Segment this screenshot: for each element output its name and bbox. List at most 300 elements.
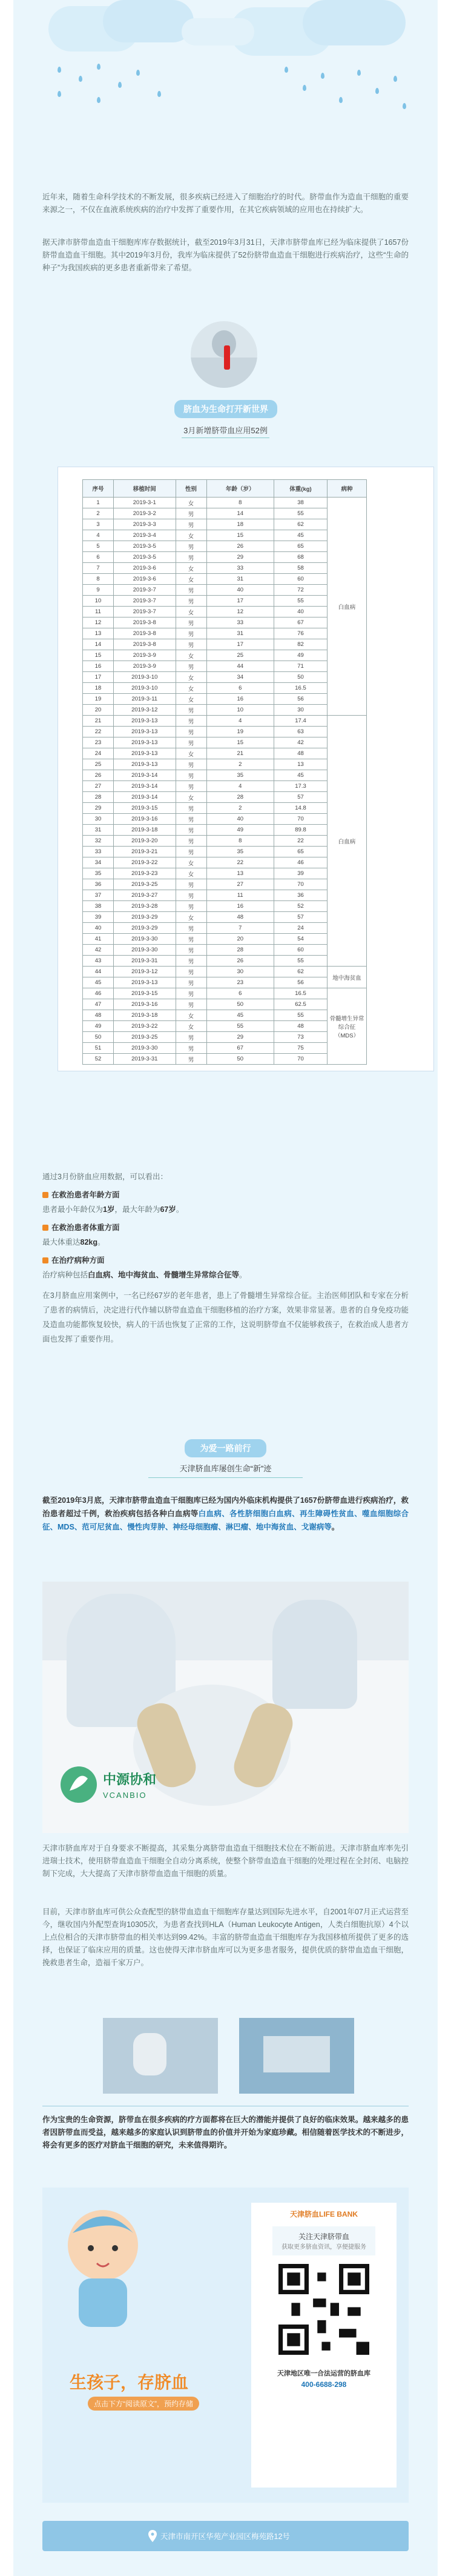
table-row: [83, 530, 367, 541]
table-cell: 14.8: [274, 803, 328, 814]
table-cell: 男: [176, 825, 206, 836]
table-cell: 2019-3-11: [113, 694, 176, 705]
table-row: [83, 748, 367, 759]
baby-banner: [42, 2188, 409, 2503]
table-cell: 9: [83, 585, 114, 596]
table-cell: 65: [274, 541, 328, 552]
table-cell: 73: [274, 1032, 328, 1043]
table-cell: 2019-3-10: [113, 672, 176, 683]
table-cell: 15: [206, 530, 274, 541]
table-cell: 48: [274, 748, 328, 759]
table-cell: 2019-3-30: [113, 934, 176, 945]
table-cell: 39: [274, 868, 328, 879]
qr-phone[interactable]: 400-6688-298: [301, 2380, 347, 2389]
qr-code-icon[interactable]: [278, 2264, 369, 2355]
table-cell: 男: [176, 836, 206, 847]
table-cell: 34: [206, 672, 274, 683]
stats-weight-heading: 在救治患者体重方面: [51, 1223, 120, 1232]
table-cell: 16: [206, 901, 274, 912]
table-cell: 48: [83, 1010, 114, 1021]
table-cell: 12: [83, 617, 114, 628]
table-cell: 24: [83, 748, 114, 759]
table-cell: 男: [176, 737, 206, 748]
table-cell: 8: [206, 836, 274, 847]
table-cell: 45: [274, 530, 328, 541]
table-cell: 68: [274, 552, 328, 563]
table-cell: 女: [176, 694, 206, 705]
table-cell: 2019-3-13: [113, 759, 176, 770]
table-cell: 女: [176, 650, 206, 661]
table-cell: 12: [206, 607, 274, 617]
table-cell: 2019-3-15: [113, 803, 176, 814]
disease-cell: 白血病: [328, 498, 367, 716]
table-cell: 25: [83, 759, 114, 770]
table-body: [83, 498, 367, 1065]
table-cell: 31: [206, 628, 274, 639]
table-cell: 70: [274, 814, 328, 825]
table-cell: 2019-3-15: [113, 988, 176, 999]
table-cell: 2019-3-31: [113, 1054, 176, 1065]
table-cell: 40: [274, 607, 328, 617]
table-cell: 22: [274, 836, 328, 847]
brand-label: 天津脐血LIFE BANK: [290, 2210, 358, 2218]
table-header-row: [83, 480, 367, 498]
table-cell: 55: [274, 956, 328, 967]
table-cell: 27: [83, 781, 114, 792]
table-cell: 4: [206, 781, 274, 792]
table-cell: 2019-3-13: [113, 748, 176, 759]
table-cell: 女: [176, 857, 206, 868]
intro-paragraph-1: 近年来，随着生命科学技术的不断发展，很多疾病已经进入了细胞治疗的时代。脐带血作为造血干细胞的重要来源之一，不仅在血液系统疾病的治疗中发挥了重要作用，在其它疾病领域的应用也在持续扩大。: [42, 193, 409, 214]
table-cell: 44: [206, 661, 274, 672]
table-cell: 男: [176, 596, 206, 607]
logo-en: VCANBIO: [103, 1791, 147, 1800]
table-row: [83, 1010, 367, 1021]
table-cell: 2019-3-31: [113, 956, 176, 967]
orange-marker-icon: [42, 1257, 48, 1263]
table-cell: 男: [176, 1054, 206, 1065]
table-cell: 2019-3-28: [113, 901, 176, 912]
table-cell: 2019-3-16: [113, 814, 176, 825]
table-cell: 55: [274, 596, 328, 607]
table-cell: 男: [176, 585, 206, 596]
table-cell: 男: [176, 945, 206, 956]
table-cell: 42: [274, 737, 328, 748]
table-cell: 40: [206, 814, 274, 825]
table-row: [83, 552, 367, 563]
table-cell: 16: [206, 694, 274, 705]
stats-weight-text: 最大体重达82kg。: [42, 1238, 105, 1246]
table-cell: 女: [176, 530, 206, 541]
location-pin-icon: [148, 2530, 157, 2542]
table-cell: 22: [206, 857, 274, 868]
table-cell: 20: [206, 934, 274, 945]
table-cell: 62.5: [274, 999, 328, 1010]
table-cell: 2019-3-27: [113, 890, 176, 901]
table-cell: 女: [176, 1021, 206, 1032]
table-cell: 26: [206, 956, 274, 967]
table-cell: 24: [274, 923, 328, 934]
table-cell: 50: [206, 1054, 274, 1065]
table-cell: 39: [83, 912, 114, 923]
stats-age-heading: 在救治患者年龄方面: [51, 1191, 120, 1199]
table-cell: 13: [206, 868, 274, 879]
table-cell: 男: [176, 890, 206, 901]
table-cell: 40: [83, 923, 114, 934]
table-cell: 2: [83, 508, 114, 519]
table-cell: 2019-3-22: [113, 857, 176, 868]
table-cell: 2019-3-1: [113, 498, 176, 508]
table-cell: 34: [83, 857, 114, 868]
table-cell: 2019-3-30: [113, 1043, 176, 1054]
table-cell: 17.3: [274, 781, 328, 792]
table-cell: 54: [274, 934, 328, 945]
table-cell: 2019-3-13: [113, 716, 176, 727]
table-row: [83, 508, 367, 519]
table-cell: 男: [176, 639, 206, 650]
table-cell: 女: [176, 607, 206, 617]
table-cell: 18: [83, 683, 114, 694]
table-cell: 31: [83, 825, 114, 836]
section-pill-life: 脐血为生命打开新世界: [174, 400, 277, 418]
table-cell: 21: [83, 716, 114, 727]
table-cell: 67: [206, 1043, 274, 1054]
table-row: [83, 825, 367, 836]
table-cell: 男: [176, 988, 206, 999]
table-row: [83, 857, 367, 868]
table-row: [83, 781, 367, 792]
table-cell: 11: [206, 890, 274, 901]
table-cell: 17: [83, 672, 114, 683]
table-cell: 35: [83, 868, 114, 879]
table-cell: 49: [206, 825, 274, 836]
table-row: [83, 617, 367, 628]
table-cell: 16.5: [274, 683, 328, 694]
table-row: [83, 1021, 367, 1032]
table-cell: 女: [176, 748, 206, 759]
table-cell: 76: [274, 628, 328, 639]
table-row: [83, 650, 367, 661]
table-cell: 6: [206, 988, 274, 999]
table-cell: 2019-3-12: [113, 967, 176, 977]
application-table: [82, 479, 367, 1065]
logo-cn: 中源协和: [103, 1772, 157, 1787]
table-cell: 45: [274, 770, 328, 781]
section-subtitle-underline: [182, 424, 269, 438]
table-cell: 89.8: [274, 825, 328, 836]
table-row: [83, 737, 367, 748]
table-cell: 女: [176, 912, 206, 923]
table-cell: 37: [83, 890, 114, 901]
table-cell: 45: [83, 977, 114, 988]
table-cell: 38: [274, 498, 328, 508]
table-cell: 2019-3-8: [113, 639, 176, 650]
table-cell: 23: [83, 737, 114, 748]
table-cell: 男: [176, 628, 206, 639]
table-row: [83, 868, 367, 879]
table-row: [83, 999, 367, 1010]
table-cell: 35: [206, 847, 274, 857]
table-cell: 26: [206, 541, 274, 552]
table-cell: 男: [176, 519, 206, 530]
table-cell: 18: [206, 519, 274, 530]
table-row: [83, 814, 367, 825]
table-row: [83, 934, 367, 945]
table-header-cell: 病种: [328, 480, 367, 498]
table-row: [83, 912, 367, 923]
table-cell: 51: [83, 1043, 114, 1054]
table-row: [83, 956, 367, 967]
table-row: [83, 901, 367, 912]
stats-lead: 通过3月份脐血应用数据，可以看出：: [42, 1173, 168, 1181]
table-cell: 2019-3-13: [113, 977, 176, 988]
table-cell: 29: [206, 1032, 274, 1043]
table-cell: 男: [176, 716, 206, 727]
table-cell: 2019-3-22: [113, 1021, 176, 1032]
table-cell: 2019-3-7: [113, 596, 176, 607]
table-cell: 46: [274, 857, 328, 868]
table-cell: 36: [274, 890, 328, 901]
table-cell: 16: [83, 661, 114, 672]
table-cell: 30: [83, 814, 114, 825]
table-cell: 14: [83, 639, 114, 650]
table-row: [83, 1043, 367, 1054]
table-row: [83, 836, 367, 847]
table-cell: 男: [176, 934, 206, 945]
table-cell: 2019-3-9: [113, 650, 176, 661]
table-cell: 72: [274, 585, 328, 596]
table-cell: 62: [274, 967, 328, 977]
table-cell: 2019-3-14: [113, 792, 176, 803]
table-cell: 2019-3-6: [113, 574, 176, 585]
table-cell: 30: [274, 705, 328, 716]
table-cell: 41: [83, 934, 114, 945]
table-row: [83, 563, 367, 574]
table-header-cell: 性别: [176, 480, 206, 498]
orange-marker-icon: [42, 1225, 48, 1231]
table-row: [83, 967, 367, 977]
table-cell: 2019-3-8: [113, 628, 176, 639]
table-cell: 2019-3-13: [113, 737, 176, 748]
table-cell: 男: [176, 803, 206, 814]
stats-disease-text: 治疗病种包括白血病、地中海贫血、骨髓增生异常综合征等。: [42, 1271, 247, 1279]
table-cell: 2019-3-2: [113, 508, 176, 519]
table-cell: 62: [274, 519, 328, 530]
orange-marker-icon: [42, 1192, 48, 1198]
table-cell: 男: [176, 541, 206, 552]
lab-photo-circle: [191, 321, 257, 388]
table-cell: 82: [274, 639, 328, 650]
table-row: [83, 541, 367, 552]
table-cell: 30: [206, 967, 274, 977]
table-row: [83, 1054, 367, 1065]
table-cell: 21: [206, 748, 274, 759]
table-cell: 女: [176, 498, 206, 508]
table-cell: 8: [83, 574, 114, 585]
table-cell: 男: [176, 727, 206, 737]
table-cell: 52: [274, 901, 328, 912]
table-cell: 32: [83, 836, 114, 847]
table-cell: 40: [206, 585, 274, 596]
table-cell: 2019-3-7: [113, 585, 176, 596]
table-cell: 11: [83, 607, 114, 617]
table-cell: 男: [176, 508, 206, 519]
stats-case-paragraph: 在3月脐血应用案例中，一名已经67岁的老年患者，患上了骨髓增生异常综合征。主治医师团队和专家在分析了患者的病情后，决定进行代作辅以脐带血造血干细胞移植的治疗方案，效果非常显著。患者的自身免疫功能及造血功能都恢复较快，病人的干活也恢复了正常的工作，这说明脐带血不仅能够救孩子，在救治成人患者方面也发挥了重要作用。: [42, 1291, 409, 1343]
table-cell: 6: [83, 552, 114, 563]
table-cell: 2019-3-9: [113, 661, 176, 672]
vcanbio-logo-icon: [58, 1763, 100, 1806]
table-cell: 2019-3-18: [113, 1010, 176, 1021]
table-cell: 男: [176, 967, 206, 977]
table-cell: 70: [274, 1054, 328, 1065]
disease-cell: 地中海贫血: [328, 967, 367, 988]
table-cell: 2019-3-25: [113, 879, 176, 890]
table-cell: 男: [176, 552, 206, 563]
table-row: [83, 639, 367, 650]
table-cell: 55: [206, 1021, 274, 1032]
table-cell: 女: [176, 563, 206, 574]
table-cell: 3: [83, 519, 114, 530]
baby-slogan: 生孩子，存脐血: [70, 2373, 189, 2392]
table-cell: 75: [274, 1043, 328, 1054]
table-row: [83, 890, 367, 901]
table-cell: 45: [206, 1010, 274, 1021]
table-row: [83, 792, 367, 803]
table-row: [83, 988, 367, 999]
table-cell: 17.4: [274, 716, 328, 727]
closing-paragraph: 作为宝贵的生命资源，脐带血在很多疾病的疗方面都将在巨大的潜能并提供了良好的临床效果。越来越多的患者因脐带血而受益，越来越多的家庭认识到脐带血的价值并开始为家庭珍藏。相信随着医学技术的不断进步，将会有更多的医疗对脐血干细胞的研究，未来值得期许。: [42, 2115, 409, 2149]
table-cell: 2019-3-3: [113, 519, 176, 530]
table-row: [83, 879, 367, 890]
table-row: [83, 803, 367, 814]
table-cell: 70: [274, 879, 328, 890]
table-cell: 48: [206, 912, 274, 923]
table-cell: 男: [176, 770, 206, 781]
table-cell: 65: [274, 847, 328, 857]
address-bar: [42, 2521, 409, 2551]
table-cell: 19: [206, 727, 274, 737]
table-row: [83, 661, 367, 672]
lab-photo: [42, 1582, 409, 1833]
table-cell: 33: [83, 847, 114, 857]
table-cell: 2019-3-5: [113, 541, 176, 552]
table-row: [83, 607, 367, 617]
baby-slogan-sub[interactable]: 点击下方“阅读原文”，预约存储: [88, 2397, 199, 2411]
table-cell: 男: [176, 999, 206, 1010]
table-cell: 2019-3-14: [113, 781, 176, 792]
table-cell: 2019-3-29: [113, 923, 176, 934]
table-cell: 2019-3-6: [113, 563, 176, 574]
table-cell: 29: [206, 552, 274, 563]
table-cell: 20: [83, 705, 114, 716]
table-cell: 49: [83, 1021, 114, 1032]
table-row: [83, 628, 367, 639]
table-cell: 男: [176, 814, 206, 825]
table-cell: 1: [83, 498, 114, 508]
table-cell: 28: [206, 945, 274, 956]
table-cell: 男: [176, 781, 206, 792]
table-cell: 男: [176, 705, 206, 716]
table-cell: 57: [274, 912, 328, 923]
table-cell: 女: [176, 574, 206, 585]
table-cell: 48: [274, 1021, 328, 1032]
table-cell: 50: [83, 1032, 114, 1043]
table-cell: 15: [83, 650, 114, 661]
table-cell: 2: [206, 759, 274, 770]
table-cell: 男: [176, 1032, 206, 1043]
qr-top-1: 关注天津脐带血: [298, 2232, 349, 2241]
table-cell: 50: [206, 999, 274, 1010]
table-cell: 52: [83, 1054, 114, 1065]
disease-cell: 白血病: [328, 716, 367, 967]
table-cell: 2019-3-16: [113, 999, 176, 1010]
stats-block: [42, 1170, 409, 1346]
qr-card: [251, 2203, 397, 2488]
table-row: [83, 519, 367, 530]
table-cell: 13: [83, 628, 114, 639]
table-cell: 33: [206, 617, 274, 628]
table-cell: 女: [176, 868, 206, 879]
table-cell: 60: [274, 945, 328, 956]
table-row: [83, 727, 367, 737]
table-cell: 2019-3-13: [113, 727, 176, 737]
table-row: [83, 770, 367, 781]
table-row: [83, 683, 367, 694]
table-cell: 2019-3-5: [113, 552, 176, 563]
table-cell: 2019-3-4: [113, 530, 176, 541]
table-cell: 10: [83, 596, 114, 607]
table-cell: 55: [274, 1010, 328, 1021]
table-row: [83, 945, 367, 956]
table-cell: 男: [176, 923, 206, 934]
address-text: 天津市南开区华苑产业园区梅苑路12号: [160, 2532, 290, 2541]
table-cell: 47: [83, 999, 114, 1010]
table-cell: 4: [206, 716, 274, 727]
table-cell: 55: [274, 508, 328, 519]
table-cell: 6: [206, 683, 274, 694]
photo-pair: [103, 2018, 354, 2094]
table-row: [83, 498, 367, 508]
table-cell: 男: [176, 617, 206, 628]
table-cell: 17: [206, 639, 274, 650]
section2-paragraph-2: 天津市脐血库对于自身要求不断提高，其采集分离脐带血造血干细胞技术位在不断前进。天津市脐血库率先引进瑞士技术，使用脐带血造血干细胞全自动分离系统，使整个脐带血造血干细胞的处理过程在全封闭、电脑控制下完成，大大提高了天津市脐带血造血干细胞的质量。: [42, 1844, 409, 1878]
table-cell: 38: [83, 901, 114, 912]
table-cell: 42: [83, 945, 114, 956]
table-cell: 67: [274, 617, 328, 628]
qr-top-2: 获取更多脐血资讯，享便捷服务: [281, 2244, 366, 2251]
table-cell: 35: [206, 770, 274, 781]
table-cell: 男: [176, 977, 206, 988]
table-cell: 56: [274, 977, 328, 988]
table-header-cell: 年龄（岁）: [206, 480, 274, 498]
table-cell: 57: [274, 792, 328, 803]
table-cell: 4: [83, 530, 114, 541]
table-cell: 28: [83, 792, 114, 803]
table-cell: 27: [206, 879, 274, 890]
table-cell: 71: [274, 661, 328, 672]
table-cell: 男: [176, 847, 206, 857]
table-cell: 10: [206, 705, 274, 716]
disease-cell: 骨髓增生异常综合征（MDS）: [328, 988, 367, 1065]
table-cell: 男: [176, 879, 206, 890]
table-cell: 8: [206, 498, 274, 508]
intro-paragraph-2: 据天津市脐带血造血干细胞库库存数据统计，截至2019年3月31日，天津市脐带血库已经为临床提供了1657份脐带血造血干细胞。其中2019年3月份，我库为临床提供了52份脐带血造血干细胞进行疾病治疗，这些“生命的种子”为我国疾病的更多患者重新带来了希望。: [42, 238, 409, 272]
section2-paragraph-3: 目前，天津市脐血库可供公众查配型的脐带血造血干细胞库存量达到国际先进水平，自2001年07月正式运营至今，继收国内外配型查询10305次，为患者查找到HLA（Human Leukocyte Antigen，人类白细胞抗原）4个以上点位相合的天津市脐带血的相关率达到99.42%。丰富的脐带血造血干细胞库存为我国移植所提供了更多的选择，也保证了临床应用的质量。这也使得天津市脐血库可以为更多患者服务，提供优质的脐带血造血干细胞，挽救患者生命，造福千家万户。: [42, 1908, 409, 1967]
table-row: [83, 585, 367, 596]
table-row: [83, 672, 367, 683]
section2-subtitle: 天津脐血库屡创生命“新”迹: [179, 1464, 272, 1473]
table-cell: 2019-3-18: [113, 825, 176, 836]
